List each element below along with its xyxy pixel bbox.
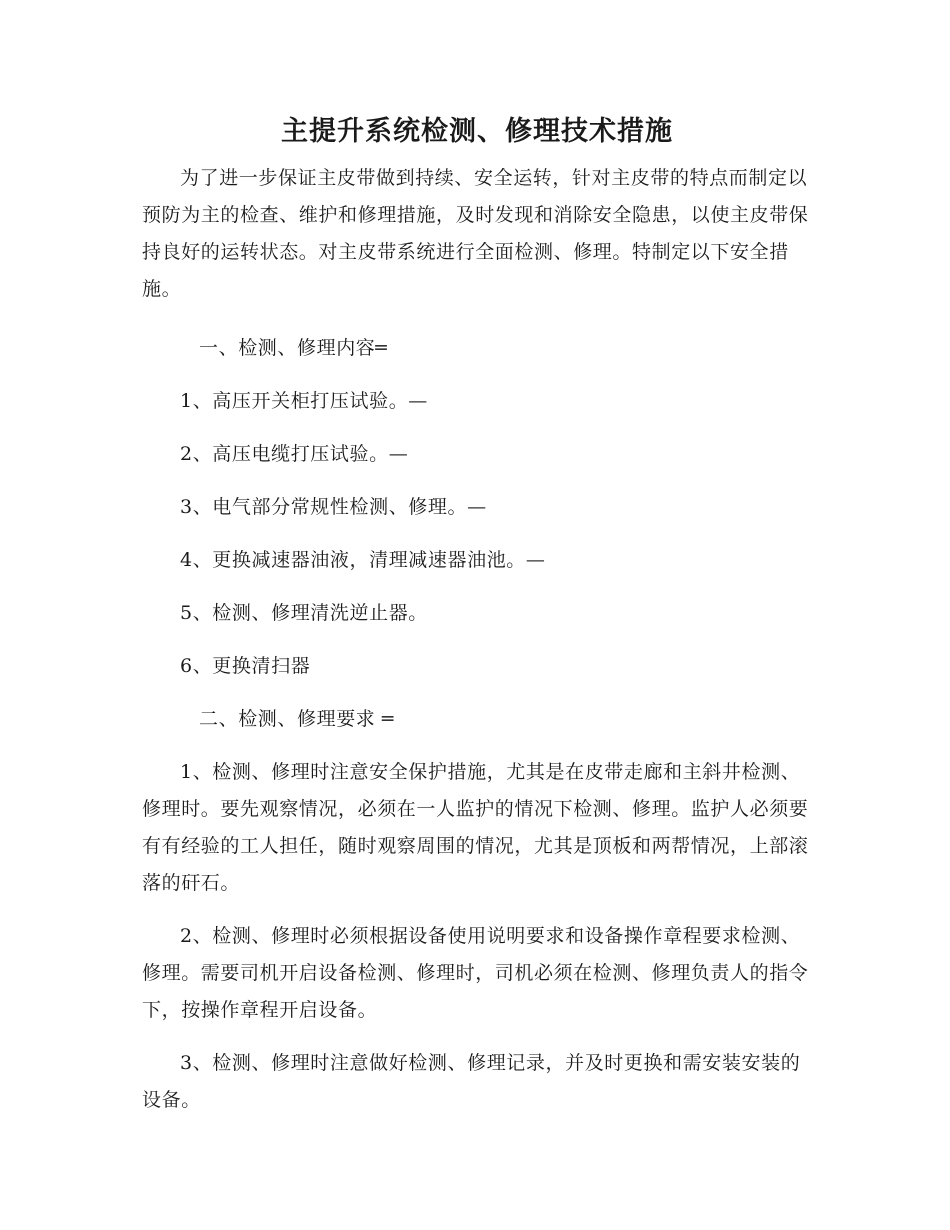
list-item-text: 1、高压开关柜打压试验。 (180, 390, 409, 412)
heading-mark: ═ (375, 337, 388, 359)
list-item (142, 542, 812, 579)
list-item-mark: — (467, 496, 487, 518)
requirement-paragraph: 1、检测、修理时注意安全保护措施，尤其是在皮带走廊和主斜井检测、修理时。要先观察情况，必须在一人监护的情况下检测、修理。监护人必须要有有经验的工人担任，随时观察周围的情况，尤其是顶板和两帮情况，上部滚落的矸石。 (142, 761, 809, 894)
intro-paragraph: 为了进一步保证主皮带做到持续、安全运转，针对主皮带的特点而制定以预防为主的检查、维护和修理措施，及时发现和消除安全隐患，以使主皮带保持良好的运转状态。对主皮带系统进行全面检测、修理。特制定以下安全措施。 (142, 167, 809, 300)
list-item-text: 2、高压电缆打压试验。 (180, 443, 389, 465)
document-page (142, 110, 812, 1119)
section-heading-text: 二、检测、修理要求 (199, 708, 376, 730)
list-item-text: 3、电气部分常规性检测、修理。 (180, 496, 468, 518)
section-heading-requirements (142, 701, 812, 738)
list-item-mark: — (388, 443, 409, 465)
requirement-paragraph: 2、检测、修理时必须根据设备使用说明要求和设备操作章程要求检测、修理。需要司机开启设备检测、修理时，司机必须在检测、修理负责人的指令下，按操作章程开启设备。 (142, 925, 809, 1021)
list-item-text: 4、更换减速器油液，清理减速器油池。 (180, 549, 526, 571)
list-item (142, 489, 812, 526)
list-item (142, 595, 812, 632)
list-item-text: 5、检测、修理清洗逆止器。 (180, 602, 428, 624)
list-item-text: 6、更换清扫器 (180, 655, 311, 677)
section-heading-text: 一、检测、修理内容 (199, 337, 376, 359)
list-item-mark: — (525, 549, 546, 571)
document-title: 主提升系统检测、修理技术措施 (281, 116, 673, 147)
list-item (142, 383, 812, 420)
section-heading-content (142, 330, 812, 367)
requirement-paragraph: 3、检测、修理时注意做好检测、修理记录，并及时更换和需安装安装的设备。 (142, 1052, 801, 1111)
list-item-mark: — (408, 390, 428, 412)
heading-mark: ═ (375, 708, 395, 730)
list-item (142, 648, 812, 685)
list-item (142, 436, 812, 473)
